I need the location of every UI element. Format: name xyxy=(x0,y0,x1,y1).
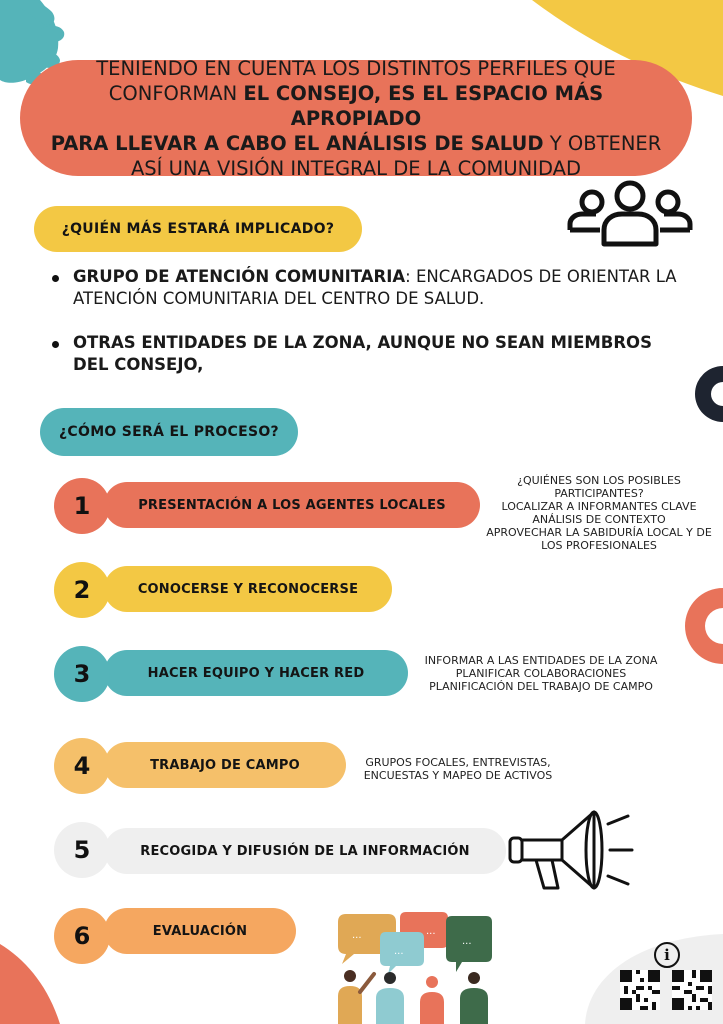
step-1-notes: ¿QUIÉNES SON LOS POSIBLES PARTICIPANTES? LOCALIZAR A INFORMANTES CLAVE ANÁLISIS DE CONTEXTO APROVECHAR LA SABIDURÍA LOCAL Y DE LOS PROFESIONALES xyxy=(486,474,712,552)
step-2-number: 2 xyxy=(54,562,110,618)
svg-text:...: ... xyxy=(394,946,404,957)
step-4-notes: GRUPOS FOCALES, ENTREVISTAS, ENCUESTAS Y MAPEO DE ACTIVOS xyxy=(363,756,553,782)
megaphone-icon xyxy=(506,804,638,896)
step-4-number: 4 xyxy=(54,738,110,794)
svg-text:...: ... xyxy=(462,936,472,947)
community-people-illustration xyxy=(334,912,496,1024)
step-3-number: 3 xyxy=(54,646,110,702)
banner-text: TENIENDO EN CUENTA LOS DISTINTOS PERFILES QUE CONFORMAN EL CONSEJO, ES EL ESPACIO MÁS APROPIADO PARA LLEVAR A CABO EL ANÁLISIS DE SALUD Y OBTENER ASÍ UNA VISIÓN INTEGRAL DE LA COMUNIDAD xyxy=(50,56,662,180)
step-5-number: 5 xyxy=(54,822,110,878)
implicados-list xyxy=(52,266,692,398)
svg-text:...: ... xyxy=(352,930,362,941)
coral-ring xyxy=(685,588,723,664)
people-group-icon xyxy=(566,178,694,248)
step-1-number: 1 xyxy=(54,478,110,534)
intro-banner xyxy=(20,56,692,180)
people-figures-icon xyxy=(338,970,488,1024)
proceso-heading: ¿CÓMO SERÁ EL PROCESO? xyxy=(40,408,298,456)
step-6-label: EVALUACIÓN xyxy=(104,908,296,954)
step-4-label: TRABAJO DE CAMPO xyxy=(104,742,346,788)
list-item-text: GRUPO DE ATENCIÓN COMUNITARIA: ENCARGADOS DE ORIENTAR LA ATENCIÓN COMUNITARIA DEL CENTRO DE SALUD. xyxy=(73,267,677,308)
speech-bubbles-icon xyxy=(338,912,492,974)
step-3-notes: INFORMAR A LAS ENTIDADES DE LA ZONA PLANIFICAR COLABORACIONES PLANIFICACIÓN DEL TRABAJO DE CAMPO xyxy=(424,654,658,693)
list-item xyxy=(52,266,692,310)
svg-text:...: ... xyxy=(426,926,436,937)
list-item-text: OTRAS ENTIDADES DE LA ZONA, AUNQUE NO SEAN MIEMBROS DEL CONSEJO, xyxy=(73,333,652,374)
bullet-dot xyxy=(52,341,59,348)
dark-ring xyxy=(695,366,723,422)
qr-code-icon[interactable] xyxy=(672,970,712,1010)
qr-code-icon[interactable] xyxy=(620,970,660,1010)
info-icon[interactable]: i xyxy=(654,942,680,968)
step-5-label: RECOGIDA Y DIFUSIÓN DE LA INFORMACIÓN xyxy=(104,828,506,874)
quien-heading: ¿QUIÉN MÁS ESTARÁ IMPLICADO? xyxy=(34,206,362,252)
coral-corner xyxy=(0,944,60,1024)
step-3-label: HACER EQUIPO Y HACER RED xyxy=(104,650,408,696)
list-item xyxy=(52,332,692,376)
step-1-label: PRESENTACIÓN A LOS AGENTES LOCALES xyxy=(104,482,480,528)
bullet-dot xyxy=(52,275,59,282)
step-6-number: 6 xyxy=(54,908,110,964)
step-2-label: CONOCERSE Y RECONOCERSE xyxy=(104,566,392,612)
